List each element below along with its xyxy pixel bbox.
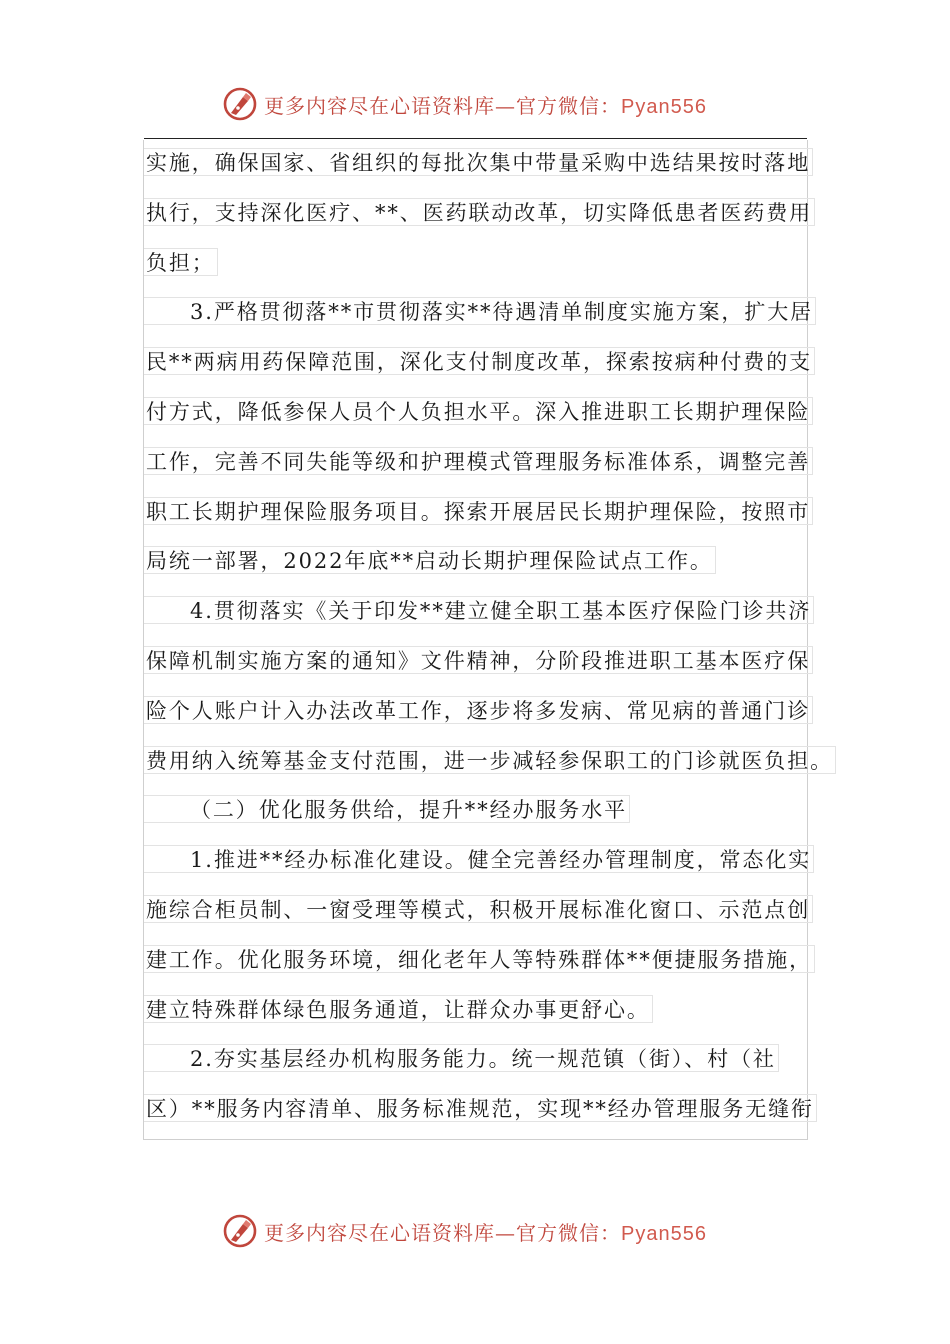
text-line-content: 1.推进**经办标准化建设。健全完善经办管理制度，常态化实 — [144, 845, 814, 873]
text-line-content: 付方式，降低参保人员个人负担水平。深入推进职工长期护理保险 — [144, 397, 813, 425]
text-line-content: 2.夯实基层经办机构服务能力。统一规范镇（街）、村（社 — [144, 1044, 779, 1072]
text-line — [144, 1044, 824, 1094]
body-text — [144, 148, 833, 1144]
text-line-content: 工作，完善不同失能等级和护理模式管理服务标准体系，调整完善 — [144, 447, 813, 475]
text-line-content: 民**两病用药保障范围，深化支付制度改革，探索按病种付费的支 — [144, 347, 815, 375]
text-line — [144, 248, 824, 298]
text-line — [144, 397, 824, 447]
text-line-content: 费用纳入统筹基金支付范围，进一步减轻参保职工的门诊就医负担。 — [144, 746, 836, 774]
text-line — [144, 347, 824, 397]
text-line — [144, 596, 824, 646]
footer-banner[interactable] — [222, 1211, 707, 1251]
text-line-content: 险个人账户计入办法改革工作，逐步将多发病、常见病的普通门诊 — [144, 696, 813, 724]
text-line-content: 局统一部署，2022年底**启动长期护理保险试点工作。 — [144, 546, 716, 574]
pen-nib-logo-icon — [222, 1213, 258, 1249]
text-line — [144, 297, 824, 347]
banner-text: 更多内容尽在心语资料库—官方微信：Pyan556 — [264, 93, 707, 118]
text-line-content: 3.严格贯彻落**市贯彻落实**待遇清单制度实施方案，扩大居 — [144, 297, 816, 325]
text-line-content: 施综合柜员制、一窗受理等模式，积极开展标准化窗口、示范点创 — [144, 895, 813, 923]
text-line — [144, 696, 824, 746]
text-line-content: （二）优化服务供给，提升**经办服务水平 — [144, 795, 630, 823]
text-line-content: 负担； — [144, 248, 218, 276]
text-line-content: 职工长期护理保险服务项目。探索开展居民长期护理保险，按照市 — [144, 497, 813, 525]
text-line — [144, 795, 824, 845]
text-line — [144, 447, 824, 497]
text-line — [144, 746, 833, 796]
text-line — [144, 995, 824, 1045]
text-line-content: 区）**服务内容清单、服务标准规范，实现**经办管理服务无缝衔 — [144, 1094, 817, 1122]
text-line — [144, 497, 824, 547]
text-line-content: 4.贯彻落实《关于印发**建立健全职工基本医疗保险门诊共济 — [144, 596, 814, 624]
header-rule — [144, 138, 807, 139]
text-line — [144, 895, 824, 945]
text-line — [144, 1094, 824, 1144]
pen-nib-logo-icon — [222, 86, 258, 122]
text-line — [144, 546, 824, 596]
banner-text: 更多内容尽在心语资料库—官方微信：Pyan556 — [264, 1220, 707, 1245]
header-banner[interactable] — [222, 84, 707, 124]
text-line — [144, 945, 824, 995]
text-line-content: 保障机制实施方案的通知》文件精神，分阶段推进职工基本医疗保 — [144, 646, 813, 674]
text-line-content: 实施，确保国家、省组织的每批次集中带量采购中选结果按时落地 — [144, 148, 813, 176]
text-line-content: 执行，支持深化医疗、**、医药联动改革，切实降低患者医药费用 — [144, 198, 815, 226]
text-line-content: 建立特殊群体绿色服务通道，让群众办事更舒心。 — [144, 995, 653, 1023]
text-line — [144, 198, 824, 248]
text-line-content: 建工作。优化服务环境，细化老年人等特殊群体**便捷服务措施， — [144, 945, 815, 973]
text-line — [144, 148, 824, 198]
text-line — [144, 646, 824, 696]
text-line — [144, 845, 824, 895]
